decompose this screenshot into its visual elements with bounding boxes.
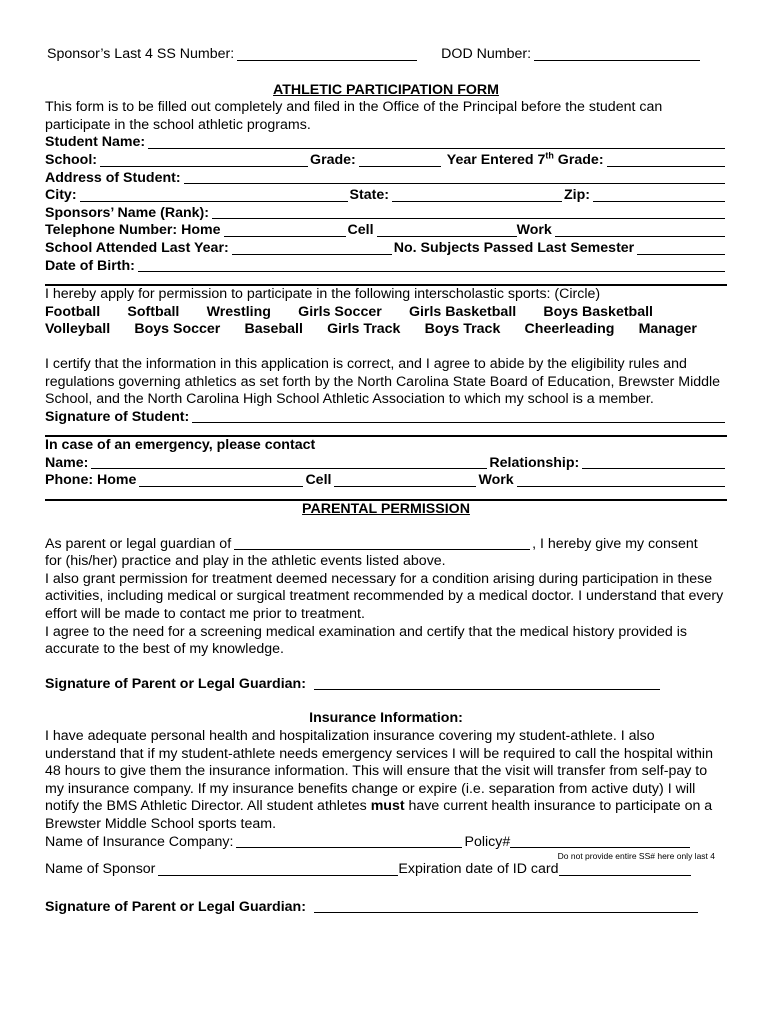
emergency-heading: In case of an emergency, please contact — [45, 437, 316, 454]
city-label: City — [45, 187, 72, 204]
consent-label: As parent or legal guardian of — [45, 535, 232, 552]
parent-signature-field[interactable] — [314, 676, 660, 690]
sport-boys-basketball[interactable]: Boys Basketball — [543, 303, 653, 320]
year-entered-field[interactable] — [607, 153, 725, 167]
parent-signature-label: Signature of Parent or Legal Guardian: — [45, 675, 306, 692]
emergency-cell-field[interactable] — [334, 473, 476, 487]
emergency-work-field[interactable] — [517, 473, 725, 487]
sponsor-label: Name of Sponsor — [45, 861, 156, 878]
emergency-phone-home-field[interactable] — [139, 473, 303, 487]
address-row: Address of Student : — [45, 170, 727, 188]
sport-softball[interactable]: Softball — [127, 303, 180, 320]
sports-row-2 — [45, 321, 697, 339]
sponsor-ss-field[interactable] — [237, 47, 417, 61]
city-row: City : State : Zip : — [45, 187, 727, 205]
emergency-phone-home-label: Phone: Home — [45, 472, 137, 489]
guardian-of-field[interactable] — [234, 536, 530, 550]
state-field[interactable] — [392, 188, 562, 202]
sport-girls-basketball[interactable]: Girls Basketball — [408, 303, 517, 320]
emergency-phone-row — [45, 472, 727, 490]
telephone-cell-field[interactable] — [377, 223, 517, 237]
expiration-field[interactable] — [559, 862, 691, 876]
sports-intro: I hereby apply for permission to participate in the following interscholastic sports: (Circle) — [45, 286, 601, 303]
header-row — [47, 46, 727, 64]
dob-row: Date of Birth : — [45, 258, 727, 276]
grade-field[interactable] — [359, 153, 441, 167]
student-name-row: Student Name : — [45, 134, 727, 152]
parental-title: PARENTAL PERMISSION — [302, 501, 470, 518]
insurance-company-label: Name of Insurance Company: — [45, 833, 234, 850]
telephone-cell-label: Cell — [347, 222, 374, 239]
sport-girls-soccer[interactable]: Girls Soccer — [298, 303, 382, 320]
sport-wrestling[interactable]: Wrestling — [206, 303, 271, 320]
zip-label: Zip — [563, 187, 586, 204]
address-label: Address of Student — [45, 169, 176, 186]
dod-label: DOD Number: — [441, 46, 532, 62]
emergency-name-field[interactable] — [91, 455, 487, 469]
student-name-label: Student Name — [45, 134, 141, 151]
sponsor-name-label: Sponsors’ Name (Rank) — [45, 204, 205, 221]
emergency-work-label: Work — [478, 472, 514, 489]
form-title: ATHLETIC PARTICIPATION FORM — [273, 81, 499, 98]
insurance-company-row — [45, 834, 727, 852]
form-page — [45, 46, 727, 916]
sport-manager[interactable]: Manager — [638, 321, 697, 338]
sponsor-ss-label: Sponsor’s Last 4 SS Number: — [47, 46, 235, 62]
sport-boys-track[interactable]: Boys Track — [424, 321, 501, 338]
consent-row — [45, 536, 727, 554]
relationship-field[interactable] — [582, 455, 725, 469]
subjects-passed-label: No. Subjects Passed Last Semester — [393, 239, 635, 256]
telephone-home-label: Telephone Number: Home — [45, 222, 221, 239]
insurance-title: Insurance Information: — [309, 710, 463, 727]
telephone-work-label: Work — [516, 222, 552, 239]
emergency-name-label: Name: — [45, 454, 89, 471]
student-name-field[interactable] — [148, 135, 725, 149]
emergency-name-row — [45, 455, 727, 473]
policy-field[interactable] — [510, 834, 690, 848]
sport-volleyball[interactable]: Volleyball — [45, 321, 111, 338]
sport-cheerleading[interactable]: Cheerleading — [524, 321, 615, 338]
state-label: State — [349, 187, 385, 204]
school-label: School — [45, 151, 93, 168]
treatment-text: I also grant permission for treatment deemed necessary for a condition arising during participation in these activities, including medical or surgical treatment recommended by a medical doctor. I understand that every effort will be made to contact me prior to treatment. — [45, 570, 724, 623]
policy-label: Policy# — [464, 833, 511, 850]
dob-field[interactable] — [138, 258, 725, 272]
telephone-row — [45, 222, 727, 240]
consent-suffix: , I hereby give my consent — [532, 535, 698, 552]
sponsor-name-field[interactable] — [212, 205, 725, 219]
sports-row-1 — [45, 304, 653, 322]
school-field[interactable] — [100, 153, 308, 167]
sponsor-row — [45, 861, 727, 879]
sponsor-name-row: Sponsors’ Name (Rank) : — [45, 205, 727, 223]
certify-text: I certify that the information in this application is correct, and I agree to abide by the eligibility rules and regulations governing athletics as set forth by the North Carolina State Board of Education, Brewster Middle School, and the North Carolina High School Athletic Association to which my school is a member. — [45, 355, 721, 408]
city-field[interactable] — [80, 188, 348, 202]
telephone-home-field[interactable] — [224, 223, 346, 237]
student-signature-row: Signature of Student : — [45, 409, 727, 427]
subjects-passed-field[interactable] — [637, 241, 725, 255]
policy-note: Do not provide entire SS# here only last 4 — [557, 851, 715, 862]
school-row: School : Grade : Year Entered 7th Grade : — [45, 152, 727, 170]
grade-label: Grade — [310, 151, 352, 168]
sport-girls-track[interactable]: Girls Track — [327, 321, 401, 338]
address-field[interactable] — [184, 170, 725, 184]
sponsor-field[interactable] — [158, 862, 398, 876]
screening-text: I agree to the need for a screening medical examination and certify that the medical history provided is accurate to the best of my knowledge. — [45, 623, 687, 658]
emergency-cell-label: Cell — [305, 472, 332, 489]
year-entered-label: Year Entered 7th Grade — [446, 150, 599, 168]
consent-line-2: for (his/her) practice and play in the athletic events listed above. — [45, 553, 446, 570]
parent-signature-label-2: Signature of Parent or Legal Guardian: — [45, 898, 306, 915]
insurance-company-field[interactable] — [236, 834, 462, 848]
insurance-text: I have adequate personal health and hospitalization insurance covering my student-athlete. I also understand that if my student-athlete needs emergency services I will be required to call the hospital within 48 hours to give them the insurance information. This will ensure that the visit will transfer from self-pay to my insurance company. If my insurance benefits change or expire (i.e. separation from active duty) I will notify the BMS Athletic Director. All student athletes must have current health insurance to participate on a Brewster Middle School sports team. — [45, 728, 713, 832]
parent-signature-row-1 — [45, 676, 727, 694]
student-signature-field[interactable] — [192, 409, 725, 423]
school-last-year-row: School Attended Last Year : No. Subjects Passed Last Semester — [45, 240, 727, 258]
parent-signature-field-2[interactable] — [314, 899, 698, 913]
student-signature-label: Signature of Student — [45, 408, 185, 425]
dob-label: Date of Birth — [45, 257, 131, 274]
intro-text: This form is to be filled out completely and filed in the Office of the Principal before the student can participate in the school athletic programs. — [45, 99, 663, 133]
school-last-year-field[interactable] — [232, 241, 392, 255]
sport-boys-soccer[interactable]: Boys Soccer — [134, 321, 221, 338]
dod-field[interactable] — [534, 47, 700, 61]
parent-signature-row-2 — [45, 899, 727, 917]
sport-baseball[interactable]: Baseball — [244, 321, 303, 338]
telephone-work-field[interactable] — [555, 223, 725, 237]
zip-field[interactable] — [593, 188, 725, 202]
expiration-label: Expiration date of ID card — [398, 861, 559, 878]
school-last-year-label: School Attended Last Year — [45, 239, 224, 256]
relationship-label: Relationship: — [489, 454, 580, 471]
sport-football[interactable]: Football — [45, 303, 101, 320]
